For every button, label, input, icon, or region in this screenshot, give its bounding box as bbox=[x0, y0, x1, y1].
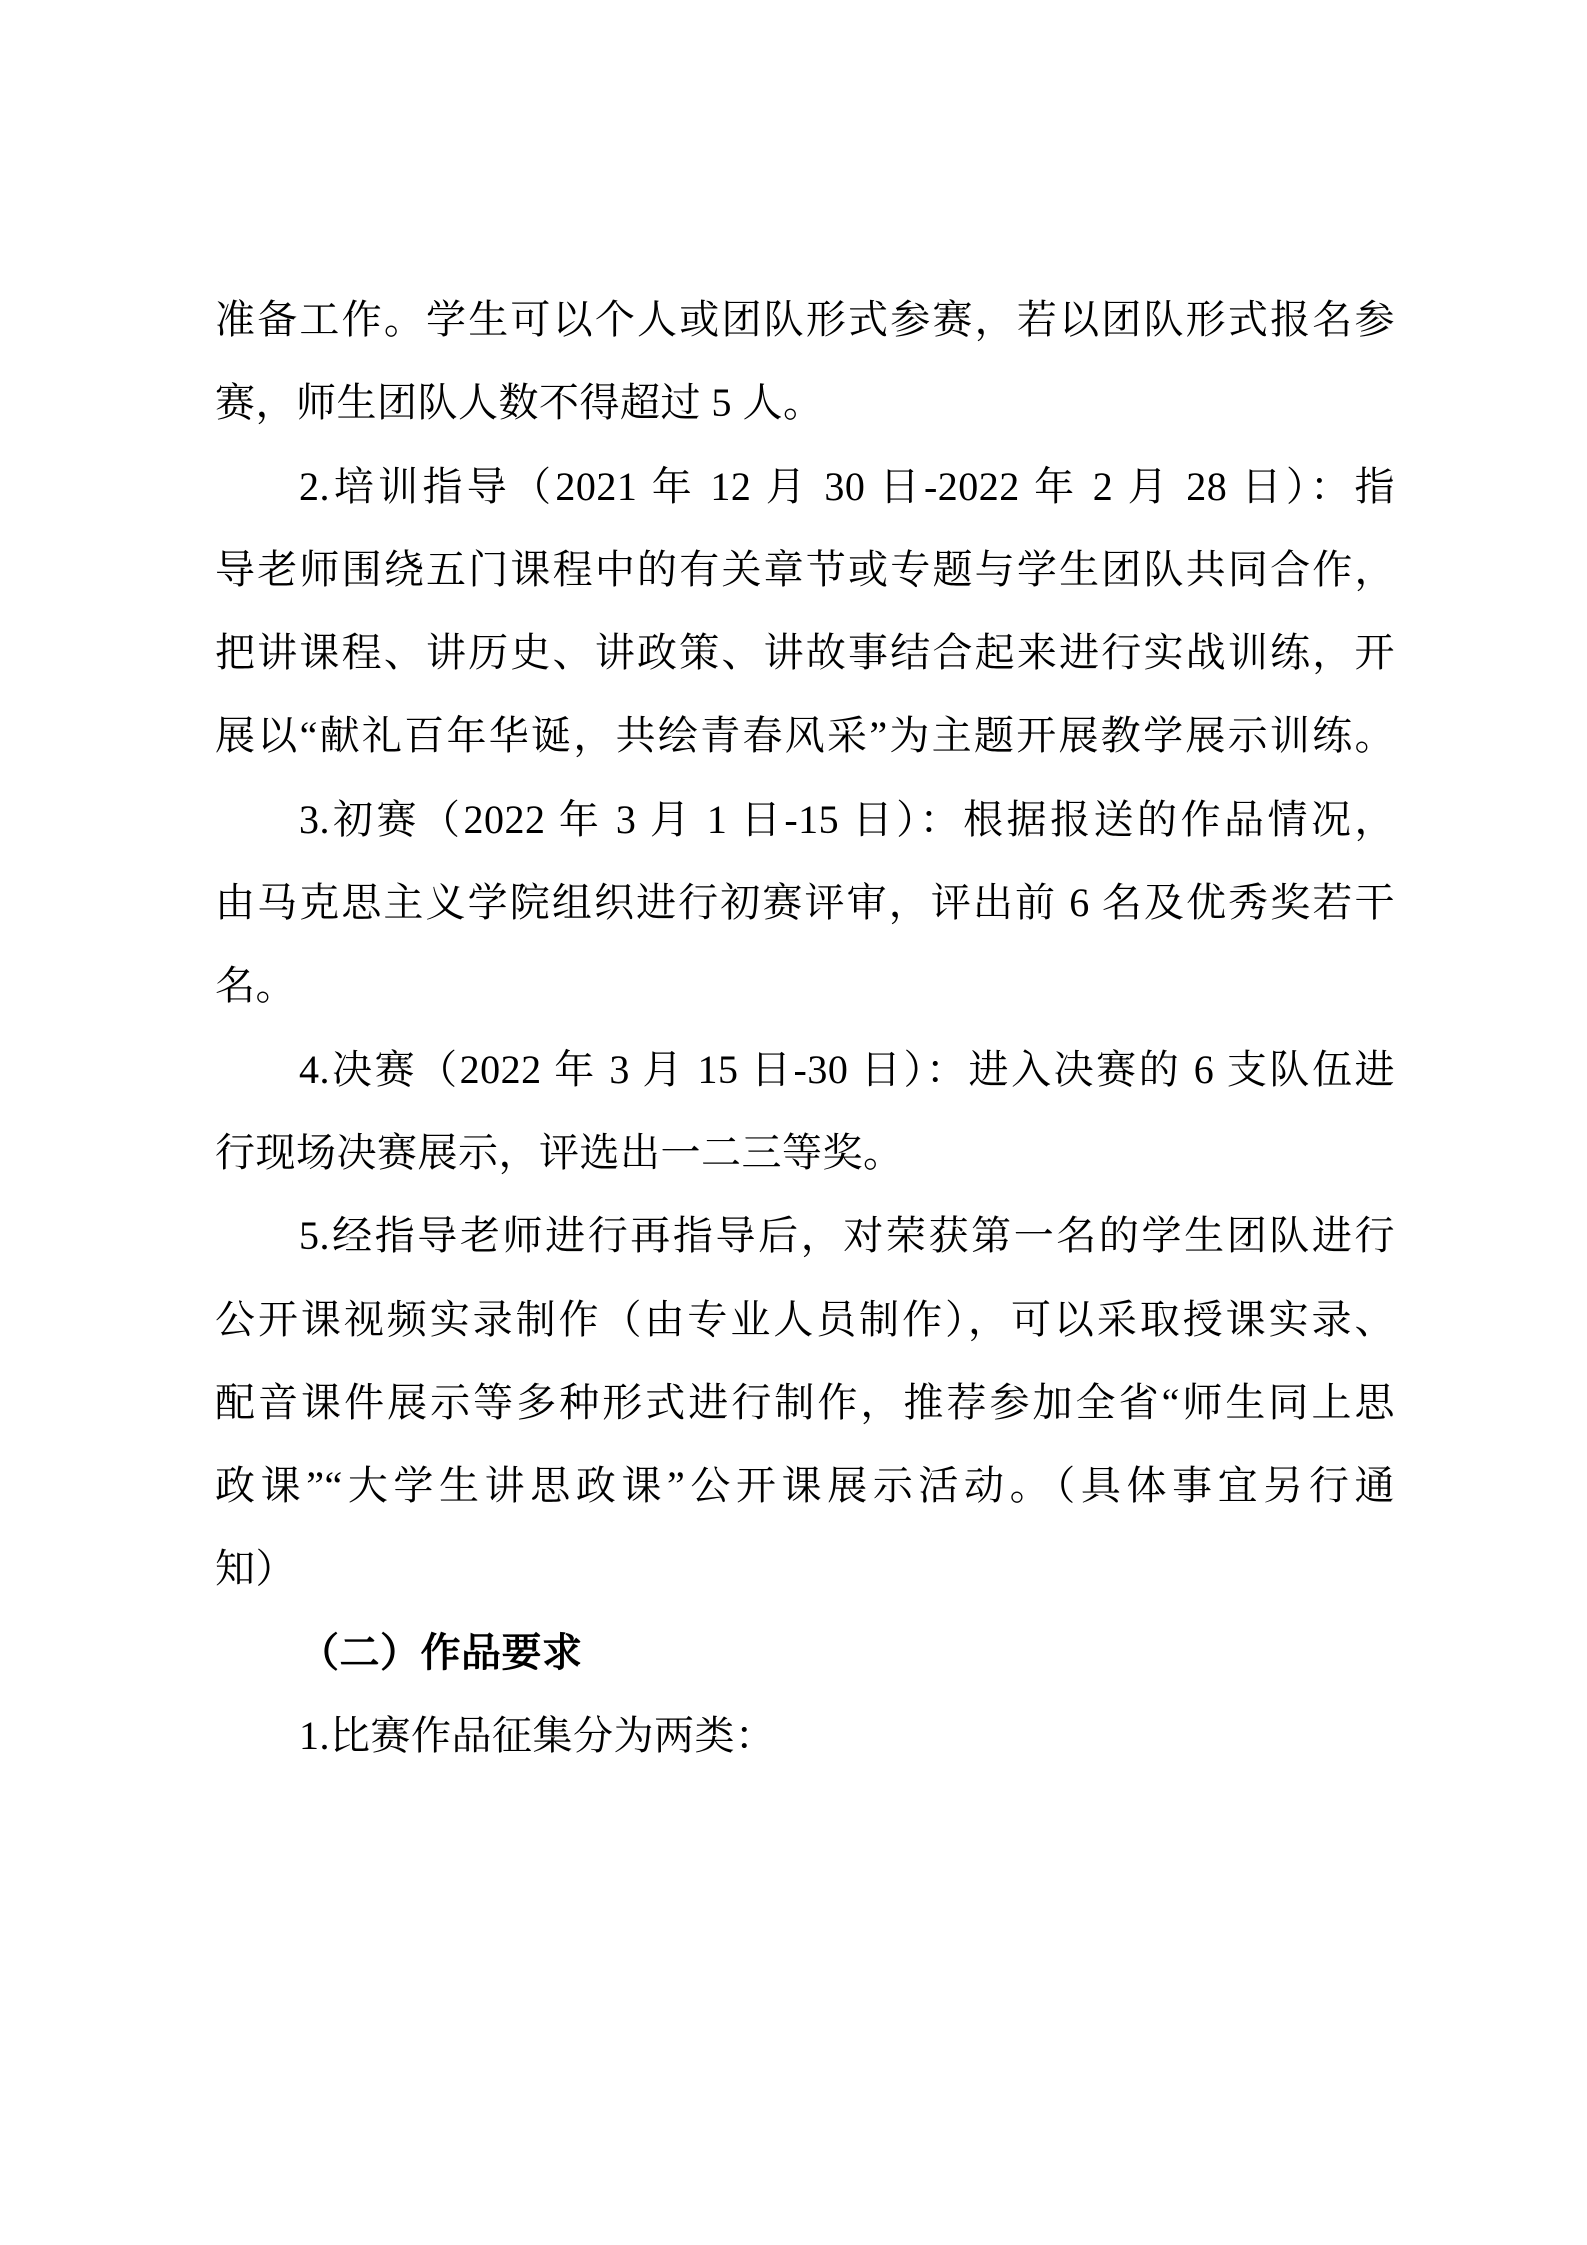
text-line: 公开课视频实录制作（由专业人员制作），可以采取授课实录、 bbox=[215, 1296, 1395, 1342]
text-line: 行现场决赛展示，评选出一二三等奖。 bbox=[215, 1129, 904, 1175]
text-line: 5.经指导老师进行再指导后，对荣获第一名的学生团队进行 bbox=[299, 1213, 1395, 1259]
text-line: 4.决赛（2022 年 3 月 15 日-30 日）：进入决赛的 6 支队伍进 bbox=[299, 1046, 1395, 1092]
text-line: 2.培训指导（2021 年 12 月 30 日-2022 年 2 月 28 日）：指 bbox=[299, 463, 1395, 509]
text-line: 由马克思主义学院组织进行初赛评审，评出前 6 名及优秀奖若干 bbox=[215, 880, 1395, 926]
text-line: 展以“献礼百年华诞，共绘青春风采”为主题开展教学展示训练。 bbox=[215, 713, 1395, 759]
text-line: 准备工作。学生可以个人或团队形式参赛，若以团队形式报名参 bbox=[215, 297, 1395, 342]
text-line: 把讲课程、讲历史、讲政策、讲故事结合起来进行实战训练，开 bbox=[215, 630, 1395, 676]
text-line: 知） bbox=[215, 1546, 296, 1592]
text-line: 1.比赛作品征集分为两类： bbox=[299, 1713, 776, 1759]
document-body bbox=[215, 278, 1395, 1777]
text-line: 导老师围绕五门课程中的有关章节或专题与学生团队共同合作， bbox=[215, 546, 1395, 592]
text-line: 名。 bbox=[215, 963, 296, 1009]
text-line: 赛，师生团队人数不得超过 5 人。 bbox=[215, 380, 824, 426]
section-heading: （二）作品要求 bbox=[299, 1629, 583, 1675]
text-line: 配音课件展示等多种形式进行制作，推荐参加全省“师生同上思 bbox=[215, 1379, 1395, 1425]
text-line: 政课”“大学生讲思政课”公开课展示活动。（具体事宜另行通 bbox=[215, 1463, 1395, 1509]
text-line: 3.初赛（2022 年 3 月 1 日-15 日）：根据报送的作品情况， bbox=[299, 796, 1395, 842]
